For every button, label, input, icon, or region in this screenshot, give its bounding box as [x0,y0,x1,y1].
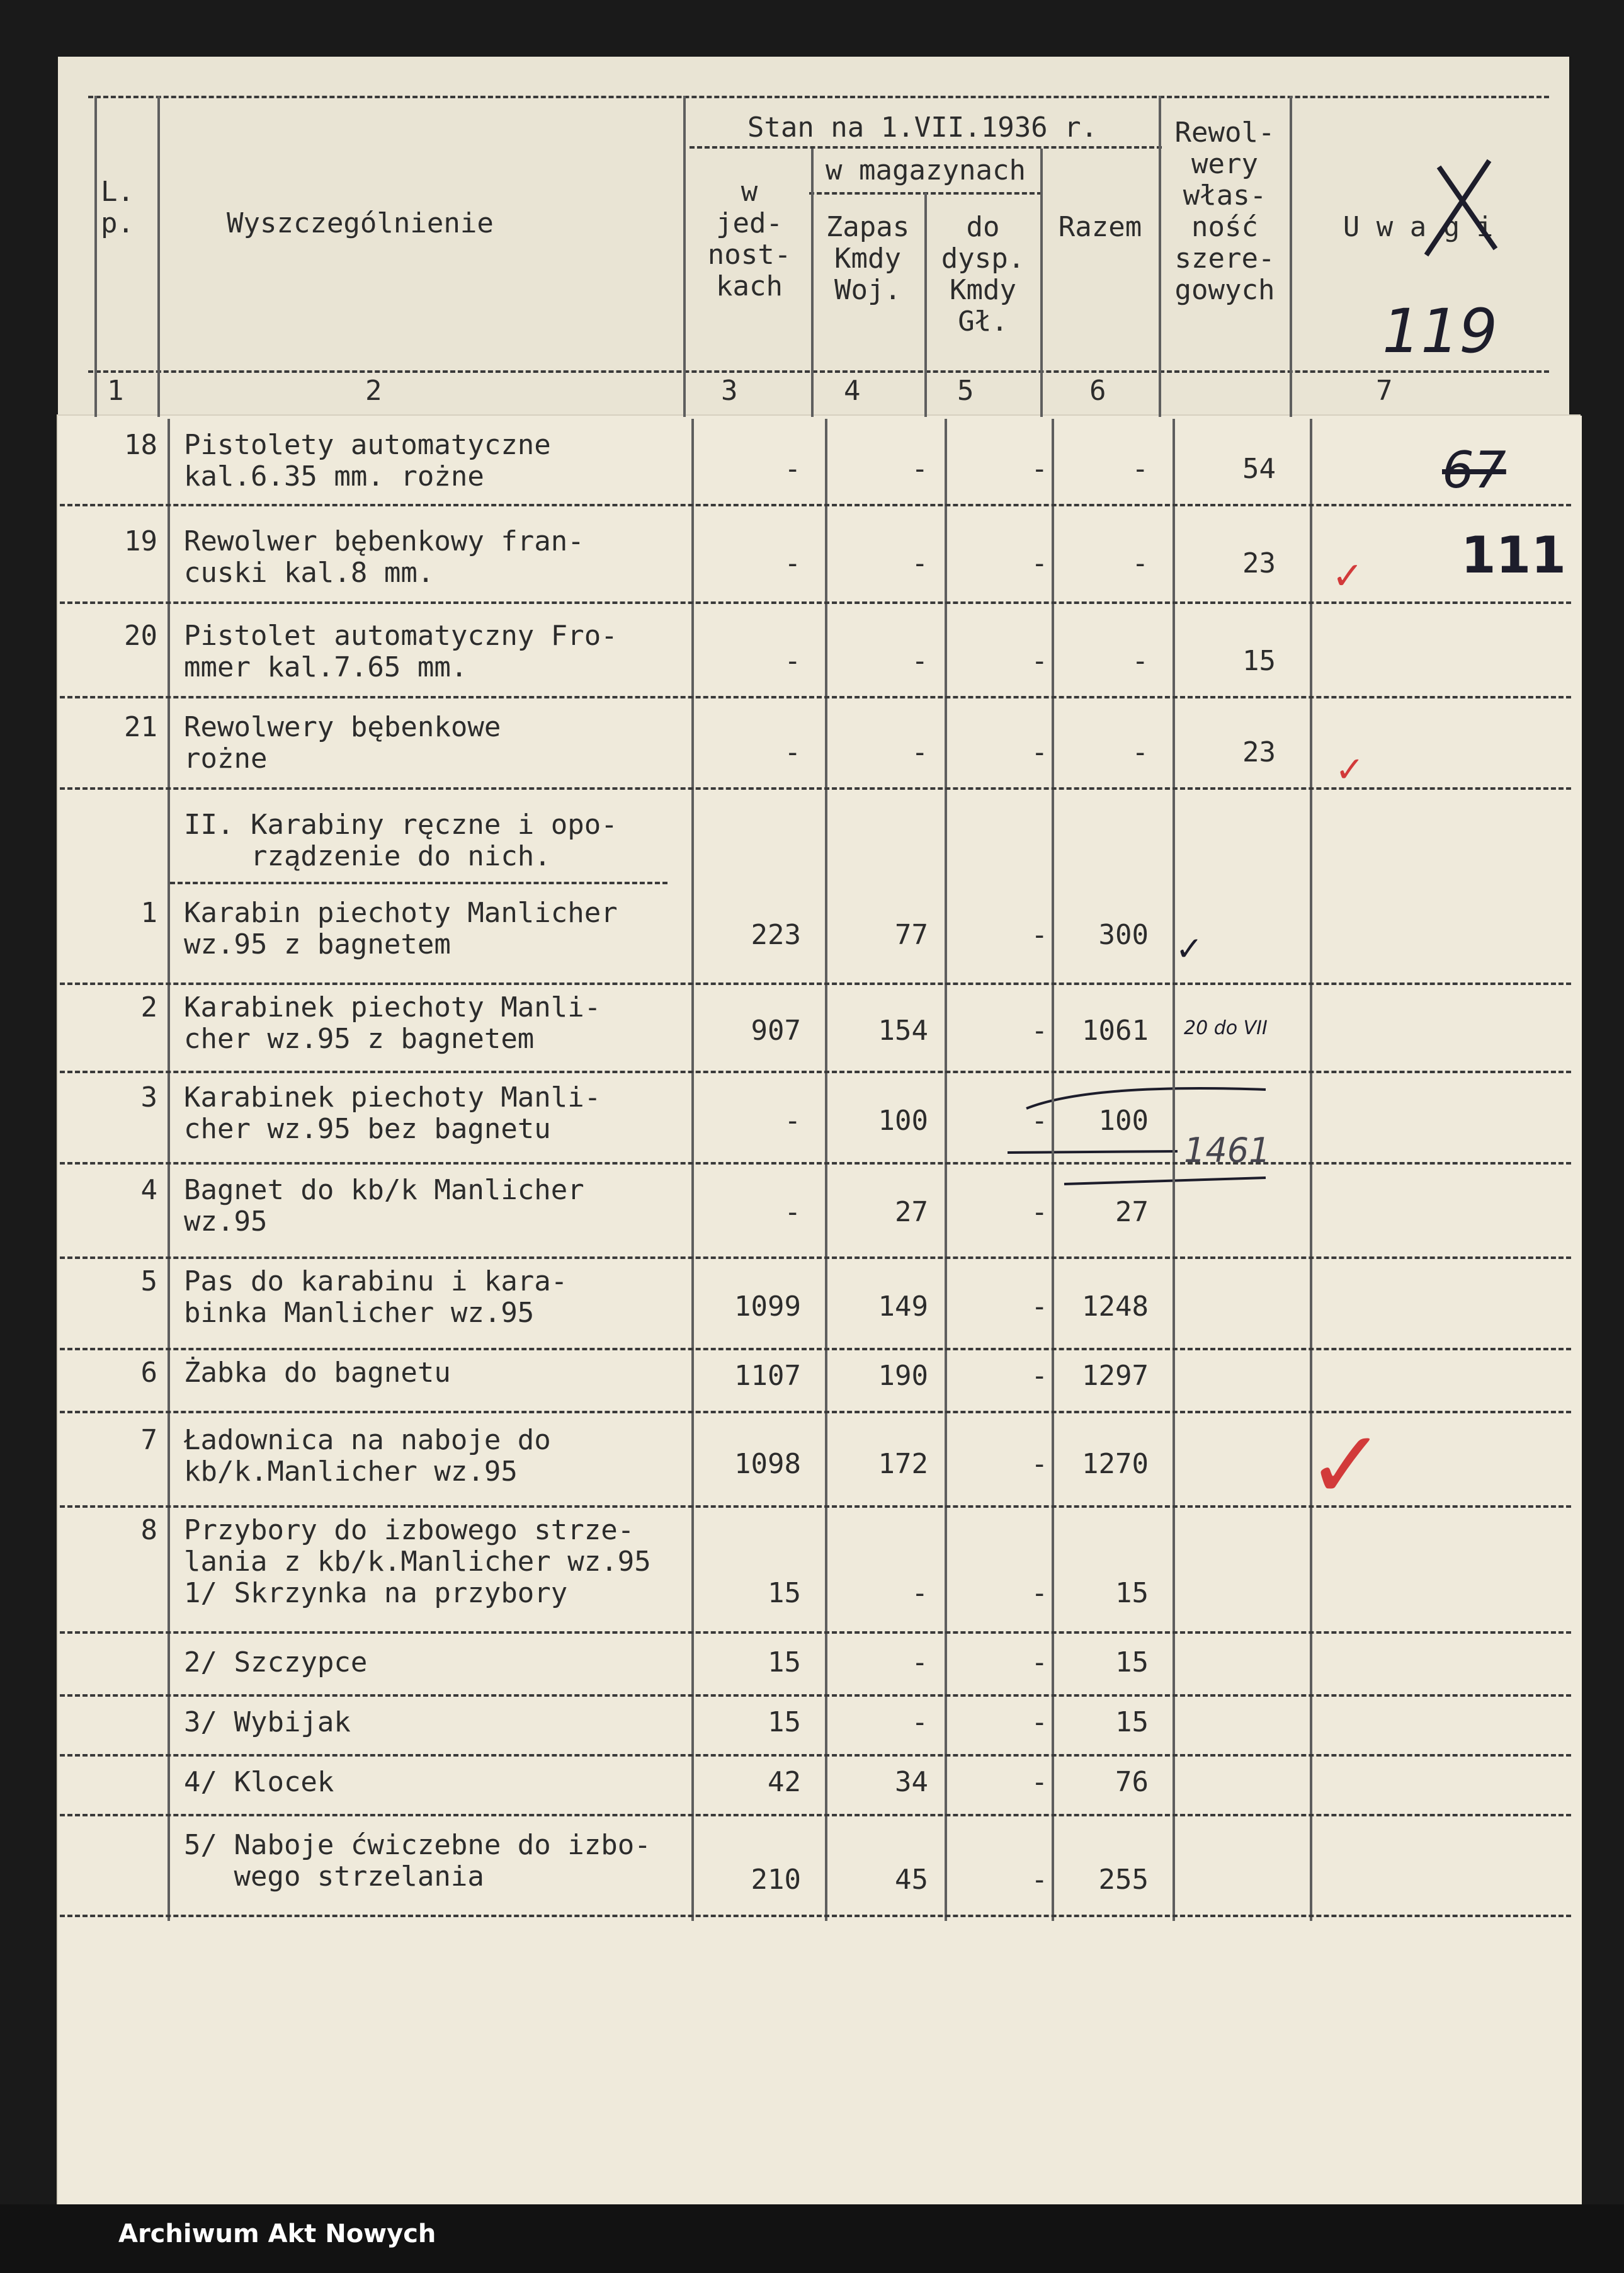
row-name: Żabka do bagnetu [184,1357,451,1389]
row-disposal: - [1031,919,1048,951]
row-reserve: 149 [878,1290,928,1323]
row-name: Pistolety automatyczne kal.6.35 mm. rożne [184,429,551,493]
number-111-annotation: 111 [1461,526,1566,584]
row-name: 5/ Naboje ćwiczebne do izbo- wego strzelania [184,1829,651,1893]
row-reserve: - [911,1706,928,1738]
col-number-2: 2 [365,375,382,407]
header-private-revolvers: Rewol- wery włas- ność szere- gowych [1174,117,1275,306]
crossed-number-annotation: 67 [1442,441,1506,499]
row-total: 27 [1115,1196,1149,1228]
check-mark-icon: ✓ [1178,926,1201,970]
row-reserve: - [911,453,928,485]
row-lp: 21 [124,711,157,743]
header-description: Wyszczególnienie [227,207,494,239]
header-reserve: Zapas Kmdy Woj. [826,211,910,306]
row-rule [60,1411,1571,1413]
row-rule [170,882,667,884]
archive-name: Archiwum Akt Nowych [118,2219,436,2248]
row-rule [60,1505,1571,1508]
row-total: 300 [1098,919,1149,951]
row-reserve: 190 [878,1360,928,1392]
row-units: 42 [768,1766,801,1798]
row-units: 210 [751,1864,801,1896]
row-disposal: - [1031,1577,1048,1609]
col-number-1: 1 [107,375,124,407]
row-name: 2/ Szczypce [184,1646,368,1678]
row-rule [60,1694,1571,1697]
row-lp: 20 [124,620,157,652]
check-mark-icon: ✓ [1307,1411,1386,1520]
row-name: Karabin piechoty Manlicher wz.95 z bagnetem [184,897,618,960]
row-lp: 6 [140,1357,157,1389]
row-total: - [1132,645,1149,677]
row-reserve: 77 [895,919,928,951]
row-lp: 5 [140,1265,157,1297]
row-disposal: - [1031,1448,1048,1480]
row-lp: 1 [140,897,157,929]
row-name: Bagnet do kb/k Manlicher wz.95 [184,1174,584,1238]
row-name: Karabinek piechoty Manli- cher wz.95 z bagnetem [184,991,601,1055]
row-units: - [784,1105,801,1137]
row-units: - [784,736,801,768]
row-private: 15 [1242,645,1276,677]
row-disposal: - [1031,1766,1048,1798]
col-number-4: 4 [844,375,861,407]
row-units: 15 [768,1706,801,1738]
row-total: 1297 [1082,1360,1149,1392]
header-rule [88,370,1549,373]
row-private: 23 [1242,736,1276,768]
header-total: Razem [1058,211,1142,243]
row-lp: 3 [140,1081,157,1114]
row-reserve: 172 [878,1448,928,1480]
row-disposal: - [1031,736,1048,768]
row-rule [60,504,1571,506]
row-name: Karabinek piechoty Manli- cher wz.95 bez bagnetu [184,1081,601,1145]
row-units: 1107 [734,1360,801,1392]
row-name: Pas do karabinu i kara- binka Manlicher wz.95 [184,1265,568,1329]
header-border [1290,96,1292,417]
row-rule [60,696,1571,698]
row-reserve: - [911,645,928,677]
row-total: 1248 [1082,1290,1149,1323]
row-reserve: - [911,1577,928,1609]
row-units: - [784,453,801,485]
header-in-units: w jed- nost- kach [707,176,792,302]
row-rule [60,601,1571,604]
row-reserve: 34 [895,1766,928,1798]
row-disposal: - [1031,1196,1048,1228]
row-name: Przybory do izbowego strze- lania z kb/k.Manlicher wz.95 1/ Skrzynka na przybory [184,1514,651,1609]
x-mark-icon [1420,154,1502,261]
row-total: 1270 [1082,1448,1149,1480]
row-disposal: - [1031,1706,1048,1738]
row-name: Pistolet automatyczny Fro- mmer kal.7.65 mm. [184,620,618,683]
row-units: - [784,1196,801,1228]
row-disposal: - [1031,547,1048,579]
row-disposal: - [1031,645,1048,677]
page-number-annotation: 119 [1382,296,1498,367]
row-disposal: - [1031,1646,1048,1678]
header-at-disposal: do dysp. Kmdy Gł. [941,211,1025,338]
row-name: Rewolwery bębenkowe rożne [184,711,501,775]
row-rule [60,1754,1571,1757]
row-rule [60,1915,1571,1917]
row-units: 1098 [734,1448,801,1480]
row-total: 15 [1115,1646,1149,1678]
col-number-6: 6 [1089,375,1106,407]
row-disposal: - [1031,453,1048,485]
header-border [157,96,160,417]
row-lp: 8 [140,1514,157,1546]
state-rule [690,146,1162,149]
header-lp: L. p. [101,176,134,239]
row-reserve: - [911,547,928,579]
row-rule [60,1256,1571,1259]
pen-line-icon [1001,1083,1272,1190]
header-border [94,96,97,417]
row-name: Rewolwer bębenkowy fran- cuski kal.8 mm. [184,525,584,589]
row-reserve: - [911,1646,928,1678]
row-units: 15 [768,1646,801,1678]
row-lp: 2 [140,991,157,1023]
row-total: 255 [1098,1864,1149,1896]
header-in-warehouses: w magazynach [826,154,1026,186]
row-name: 3/ Wybijak [184,1706,351,1738]
row-lp: 7 [140,1424,157,1456]
note-20-vii: 20 do VII [1184,1017,1268,1039]
row-disposal: - [1031,1015,1048,1047]
row-private: 54 [1242,453,1276,485]
note-1461: 1461 [1184,1131,1271,1170]
row-disposal: - [1031,1864,1048,1896]
header-remarks: U w a g i [1343,211,1494,243]
row-rule [60,1631,1571,1634]
row-name: II. Karabiny ręczne i opo- rządzenie do nich. [184,809,618,872]
row-units: 907 [751,1015,801,1047]
header-border [1040,149,1043,417]
header-border [683,96,686,417]
row-reserve: 45 [895,1864,928,1896]
col-number-7: 7 [1376,375,1393,407]
row-units: 15 [768,1577,801,1609]
row-disposal: - [1031,1360,1048,1392]
row-disposal: - [1031,1290,1048,1323]
row-total: - [1132,547,1149,579]
row-rule [60,983,1571,985]
header-state: Stan na 1.VII.1936 r. [747,111,1098,144]
row-reserve: 154 [878,1015,928,1047]
row-disposal: - [1031,1105,1048,1137]
row-total: 15 [1115,1577,1149,1609]
row-units: - [784,645,801,677]
row-rule [60,1348,1571,1350]
check-mark-icon: ✓ [1335,749,1365,790]
row-reserve: 27 [895,1196,928,1228]
row-lp: 19 [124,525,157,557]
row-reserve: - [911,736,928,768]
row-name: 4/ Klocek [184,1766,334,1798]
col-number-3: 3 [721,375,738,407]
row-total: 76 [1115,1766,1149,1798]
row-name: Ładownica na naboje do kb/k.Manlicher wz.95 [184,1424,551,1488]
row-total: - [1132,453,1149,485]
header-top-rule [88,96,1549,98]
row-total: 15 [1115,1706,1149,1738]
row-reserve: 100 [878,1105,928,1137]
row-rule [60,1162,1571,1165]
row-units: 1099 [734,1290,801,1323]
row-private: 23 [1242,547,1276,579]
row-total: 1061 [1082,1015,1149,1047]
row-rule [60,1071,1571,1073]
row-total: 100 [1098,1105,1149,1137]
row-rule [60,1814,1571,1816]
row-total: - [1132,736,1149,768]
check-mark-icon: ✓ [1332,554,1364,598]
col-number-5: 5 [957,375,974,407]
row-rule [60,787,1571,790]
row-lp: 18 [124,429,157,461]
row-lp: 4 [140,1174,157,1206]
row-units: - [784,547,801,579]
row-units: 223 [751,919,801,951]
